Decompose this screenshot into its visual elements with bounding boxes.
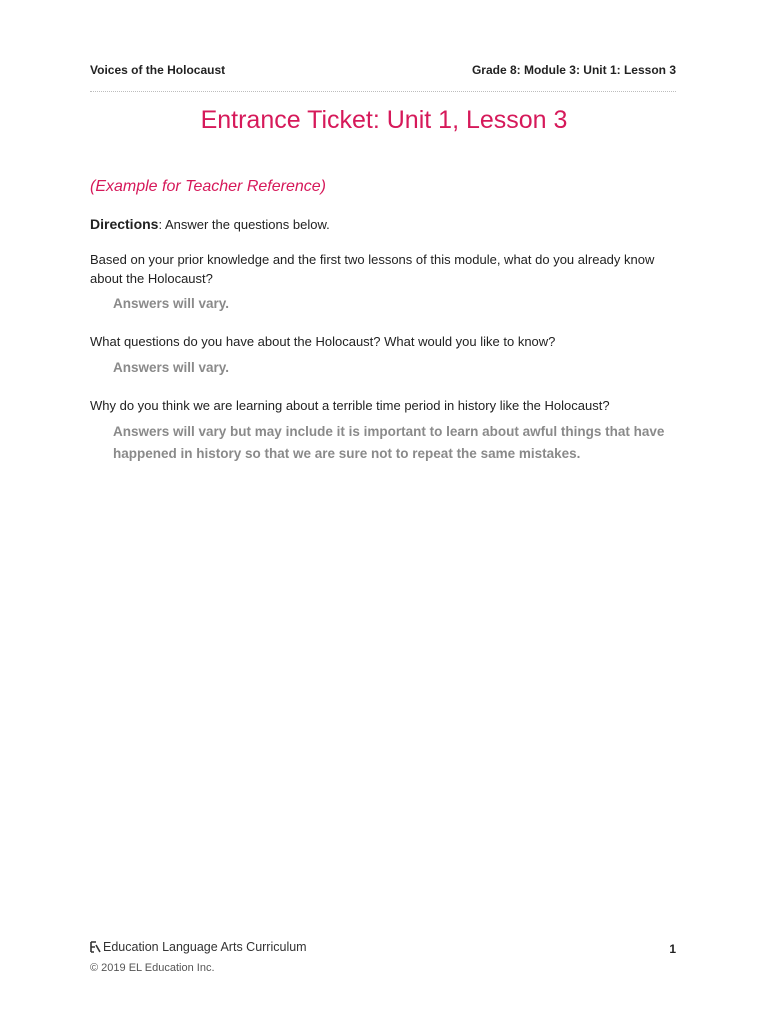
page-number: 1: [669, 942, 676, 956]
footer-logo: [90, 940, 307, 954]
header-module-title: Voices of the Holocaust: [90, 63, 226, 77]
answer-1: Answers will vary.: [113, 296, 230, 311]
question-3: Why do you think we are learning about a terrible time period in history like the Holocaust?: [90, 398, 610, 413]
answer-2: Answers will vary.: [113, 360, 230, 375]
page-title: Entrance Ticket: Unit 1, Lesson 3: [200, 106, 568, 134]
footer-logo-text: Education Language Arts Curriculum: [103, 940, 307, 954]
el-logo-icon: [90, 941, 101, 953]
footer-copyright: © 2019 EL Education Inc.: [90, 962, 215, 974]
header-lesson-info: Grade 8: Module 3: Unit 1: Lesson 3: [471, 63, 676, 77]
header-divider: [90, 91, 676, 92]
page-header: [90, 63, 676, 79]
directions-text: : Answer the questions below.: [158, 217, 330, 232]
directions-label: Directions: [90, 216, 159, 232]
question-1: Based on your prior knowledge and the first two lessons of this module, what do you already know about the Holocaust?: [90, 252, 655, 286]
directions: [90, 216, 330, 232]
page-subtitle: (Example for Teacher Reference): [90, 178, 326, 195]
question-2: What questions do you have about the Holocaust? What would you like to know?: [90, 334, 556, 349]
answer-3: Answers will vary but may include it is important to learn about awful things that have happened in history so that we are sure not to repeat the same mistakes.: [113, 424, 665, 461]
